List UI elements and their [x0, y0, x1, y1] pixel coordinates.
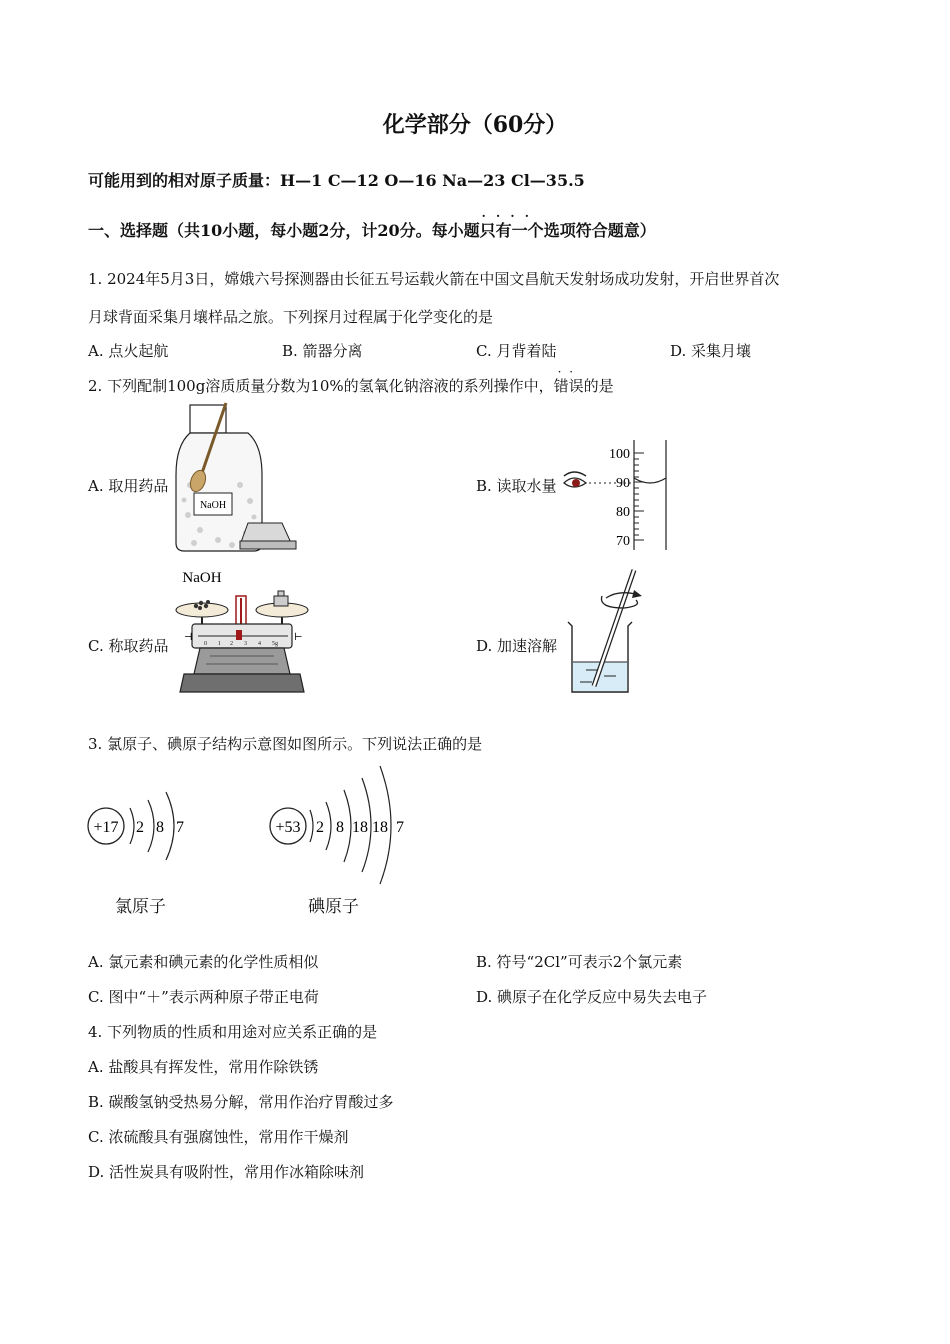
cl-nucleus: +17	[93, 819, 119, 836]
iodine-atom-diagram	[268, 760, 418, 872]
q2-stem-emph: · · 错误	[554, 377, 584, 395]
svg-text:3: 3	[244, 641, 247, 647]
cl-shell-1: 2	[136, 819, 144, 836]
q1-option-b: B. 箭器分离	[282, 342, 363, 360]
section-heading-pre: 一、选择题（共10小题，每小题2分，计20分。每小题	[88, 221, 480, 240]
svg-text:1: 1	[218, 641, 221, 647]
tick-100: 100	[609, 447, 630, 462]
q4-stem: 4. 下列物质的性质和用途对应关系正确的是	[88, 1023, 378, 1041]
i-shell-1: 2	[316, 819, 324, 836]
figure-d-beaker	[562, 566, 662, 696]
atomic-masses: 可能用到的相对原子质量：H—1 C—12 O—16 Na—23 Cl—35.5	[88, 171, 585, 190]
q1-option-d: D. 采集月壤	[670, 342, 752, 360]
svg-text:⊢: ⊢	[294, 632, 303, 643]
q2-stem-post: 的是	[583, 377, 614, 395]
section-heading-post: 选项符合题意）	[543, 221, 656, 240]
svg-text:2: 2	[230, 641, 233, 647]
page-title: 化学部分（60分）	[382, 112, 568, 138]
svg-text:4: 4	[258, 641, 261, 647]
q3-stem: 3. 氯原子、碘原子结构示意图如图所示。下列说法正确的是	[88, 735, 483, 753]
q1-stem-line2: 月球背面采集月壤样品之旅。下列探月过程属于化学变化的是	[88, 308, 494, 326]
q3-option-b: B. 符号“2Cl”可表示2个氯元素	[476, 953, 683, 971]
q2-stem-pre: 2. 下列配制100g溶质质量分数为10%的氢氧化钠溶液的系列操作中，	[88, 377, 554, 395]
q4-option-c: C. 浓硫酸具有强腐蚀性，常用作干燥剂	[88, 1128, 349, 1146]
section-heading	[88, 218, 656, 241]
q4-option-d: D. 活性炭具有吸附性，常用作冰箱除味剂	[88, 1163, 365, 1181]
q2-option-c: C. 称取药品	[88, 637, 169, 655]
q1-option-c: C. 月背着陆	[476, 342, 557, 360]
q4-option-b: B. 碳酸氢钠受热易分解，常用作治疗胃酸过多	[88, 1093, 394, 1111]
i-nucleus: +53	[275, 819, 301, 836]
cl-shell-2: 8	[156, 819, 164, 836]
figure-a-label: NaOH	[199, 500, 227, 511]
q1-option-a: A. 点火起航	[88, 342, 169, 360]
figure-a-reagent-bottle	[170, 405, 300, 555]
q1-stem-line1: 1. 2024年5月3日，嫦娥六号探测器由长征五号运载火箭在中国文昌航天发射场成功发射，开启世界首次	[88, 270, 780, 288]
q3-option-d: D. 碘原子在化学反应中易失去电子	[476, 988, 708, 1006]
tick-90: 90	[616, 476, 630, 491]
cl-caption: 氯原子	[115, 897, 166, 917]
figure-b-graduated-cylinder	[560, 438, 680, 553]
figure-c-balance	[170, 566, 320, 696]
q2-option-d: D. 加速溶解	[476, 637, 558, 655]
cl-shell-3: 7	[176, 819, 184, 836]
i-shell-4: 18	[372, 819, 388, 836]
q2-stem	[88, 375, 614, 396]
q3-option-a: A. 氯元素和碘元素的化学性质相似	[88, 953, 319, 971]
tick-80: 80	[616, 505, 630, 520]
section-heading-emph: · · · · 只有一个	[480, 221, 544, 240]
q3-option-c: C. 图中“＋”表示两种原子带正电荷	[88, 988, 319, 1006]
svg-text:5g: 5g	[272, 641, 278, 647]
tick-70: 70	[616, 534, 630, 549]
i-shell-3: 18	[352, 819, 368, 836]
i-shell-2: 8	[336, 819, 344, 836]
svg-text:0: 0	[204, 641, 207, 647]
chlorine-atom-diagram	[86, 790, 196, 870]
q4-option-a: A. 盐酸具有挥发性，常用作除铁锈	[88, 1058, 319, 1076]
q2-option-a: A. 取用药品	[88, 477, 169, 495]
i-caption: 碘原子	[308, 897, 359, 917]
i-shell-5: 7	[396, 819, 404, 836]
q2-option-b: B. 读取水量	[476, 477, 557, 495]
svg-text:⊣: ⊣	[184, 632, 193, 643]
figure-c-label: NaOH	[182, 570, 222, 586]
